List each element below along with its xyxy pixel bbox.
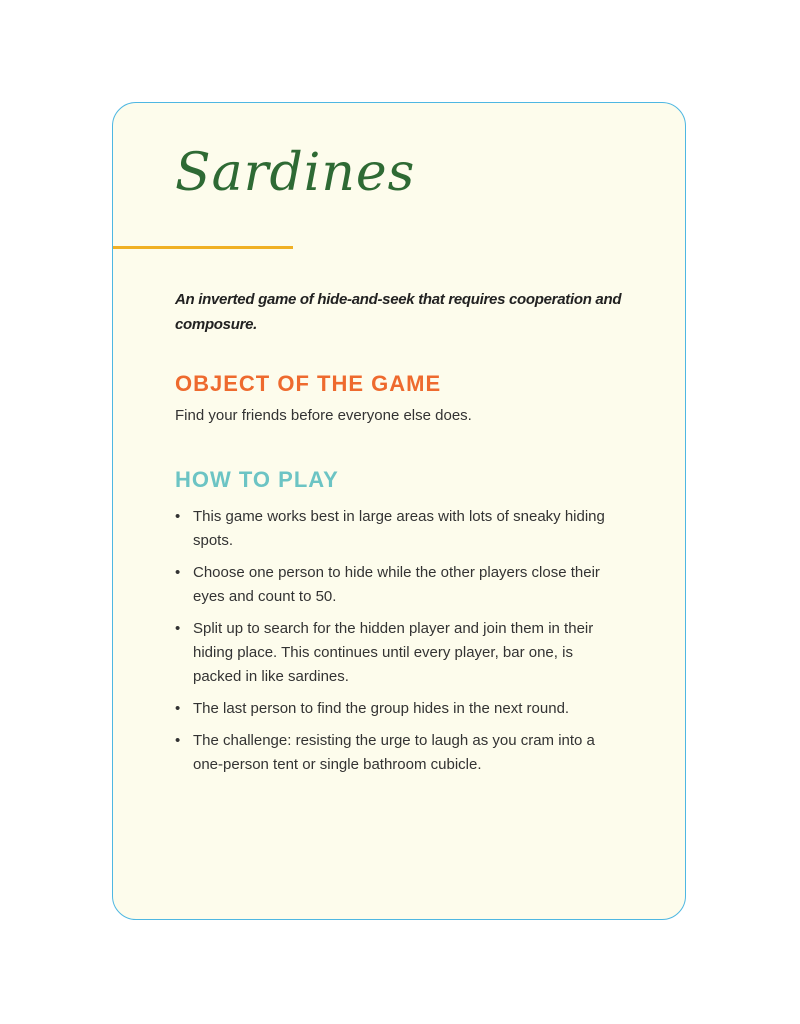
bullet-icon: •: [175, 620, 181, 637]
list-item: • The challenge: resisting the urge to laugh as you cram into a one-person tent or single bathroom cubicle.: [175, 729, 615, 777]
intro-text: An inverted game of hide-and-seek that requires cooperation and composure.: [175, 291, 622, 333]
title-divider: [113, 246, 293, 249]
how-to-play-heading: HOW TO PLAY: [175, 467, 339, 492]
list-item: • This game works best in large areas with lots of sneaky hiding spots.: [175, 505, 615, 553]
list-item: • Split up to search for the hidden player and join them in their hiding place. This continues until every player, bar one, is packed in like sardines.: [175, 617, 615, 689]
card-title: Sardines: [175, 143, 416, 203]
object-heading: OBJECT OF THE GAME: [175, 371, 442, 396]
bullet-icon: •: [175, 732, 181, 749]
object-text: Find your friends before everyone else does.: [175, 407, 472, 424]
list-item: • Choose one person to hide while the other players close their eyes and count to 50.: [175, 561, 615, 609]
bullet-icon: •: [175, 564, 181, 581]
rules-list: [175, 505, 615, 785]
bullet-icon: •: [175, 508, 181, 525]
list-item: • The last person to find the group hides in the next round.: [175, 697, 615, 721]
bullet-icon: •: [175, 700, 181, 717]
game-card: [112, 102, 686, 920]
